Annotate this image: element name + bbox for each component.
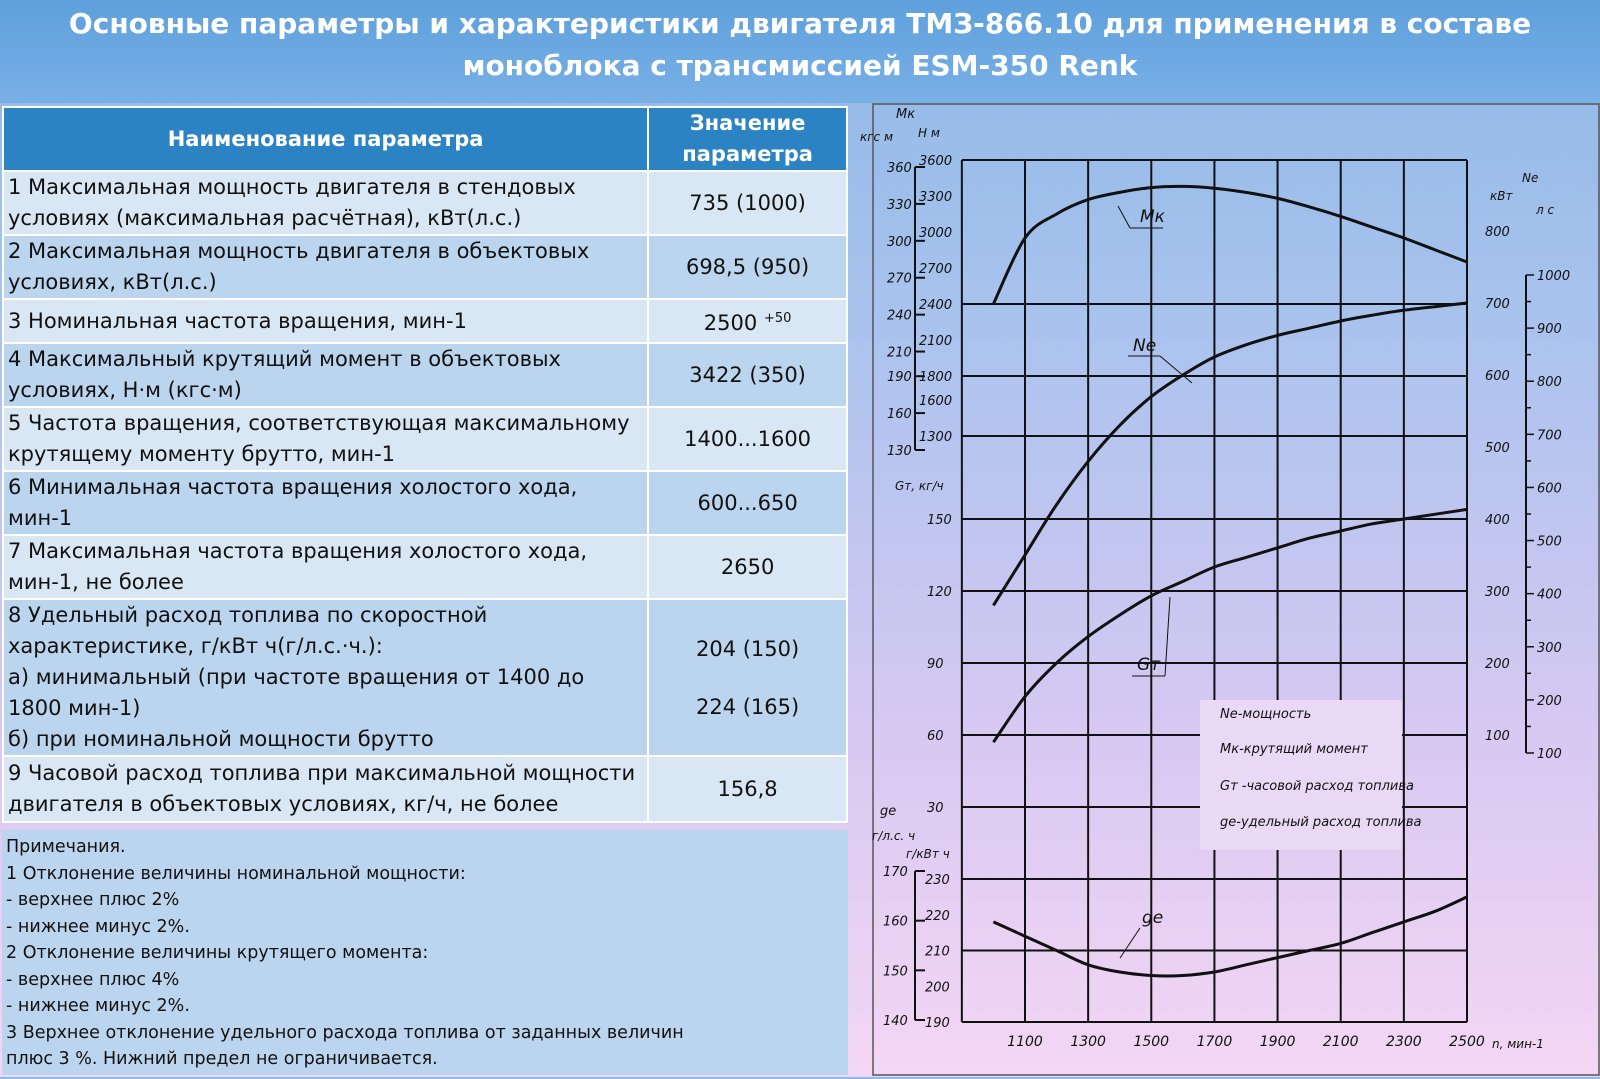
param-name-line: условиях, Н·м (кгс·м) — [8, 378, 242, 402]
param-name-line: а) минимальный (при частоте вращения от 1400 до — [8, 665, 585, 689]
param-value-cell: 600...650 — [648, 471, 847, 535]
tick-label: 230 — [925, 873, 950, 888]
tick-label: 400 — [1485, 513, 1510, 528]
tick-label: 500 — [1485, 441, 1510, 456]
param-name-cell — [3, 407, 648, 471]
tick-label: 1000 — [1537, 269, 1571, 284]
tick-label: 1800 — [919, 370, 953, 385]
param-name-cell — [3, 599, 648, 756]
x-tick-label: 2100 — [1322, 1034, 1359, 1050]
axis-title: Ne — [1522, 171, 1539, 185]
tick-label: 160 — [887, 407, 912, 423]
table-row — [3, 599, 847, 756]
param-value-main: 2500 — [703, 311, 758, 335]
param-name-line: 5 Частота вращения, соответствующая максимальному — [8, 411, 630, 435]
tick-label: 700 — [1537, 428, 1562, 444]
x-tick-label: 1300 — [1070, 1034, 1106, 1050]
table-row — [3, 171, 847, 235]
parameters-table — [2, 106, 848, 823]
tick-label: 200 — [1537, 693, 1562, 709]
tick-label: 160 — [883, 914, 908, 930]
param-name-line: 2 Максимальная мощность двигателя в объектовых — [8, 239, 590, 263]
tick-label: 800 — [1485, 225, 1510, 240]
table-row — [3, 471, 847, 535]
tick-label: 190 — [887, 370, 912, 386]
tick-label: 150 — [927, 513, 952, 528]
tick-label: 210 — [887, 345, 912, 361]
x-tick-label: 1500 — [1133, 1034, 1170, 1050]
chart-grid — [962, 160, 1467, 1022]
axis-title: Mк — [896, 107, 916, 122]
tick-label: 2700 — [919, 262, 953, 277]
tick-label: 200 — [1485, 657, 1510, 672]
x-tick-label: 1900 — [1259, 1034, 1296, 1050]
param-name-line: 1800 мин-1) — [8, 696, 141, 720]
curve-Ne — [993, 303, 1467, 605]
tick-label: 30 — [927, 801, 944, 816]
x-tick-label: 2300 — [1386, 1034, 1422, 1050]
tick-label: 130 — [887, 444, 912, 459]
param-name-line: 1 Максимальная мощность двигателя в стендовых — [8, 175, 576, 199]
note-line: 1 Отклонение величины номинальной мощности: — [6, 863, 466, 884]
axis-title: ge — [880, 804, 897, 819]
param-name-line: 9 Часовой расход топлива при максимальной мощности — [8, 761, 636, 785]
tick-label: 300 — [887, 234, 912, 250]
tick-label: 600 — [1485, 369, 1510, 384]
param-value-cell: 698,5 (950) — [648, 235, 847, 299]
axis-unit: Н м — [918, 126, 940, 140]
param-value-cell: 1400...1600 — [648, 407, 847, 471]
table-row — [3, 535, 847, 599]
tick-label: 900 — [1537, 322, 1562, 338]
param-name-cell — [3, 299, 648, 343]
curve-Mк — [993, 186, 1467, 304]
param-name-line: 3 Номинальная частота вращения, мин-1 — [8, 308, 467, 333]
tick-label: 270 — [887, 271, 912, 287]
param-name-line: характеристике, г/кВт ч(г/л.с.·ч.): — [8, 634, 383, 658]
param-name-line: б) при номинальной мощности брутто — [8, 727, 434, 751]
tick-label: 190 — [925, 1016, 950, 1031]
chart-axes — [915, 167, 1534, 1020]
tick-label: 500 — [1537, 534, 1562, 550]
param-name-line: 8 Удельный расход топлива по скоростной — [8, 603, 488, 627]
param-name-line: условиях, кВт(л.с.) — [8, 270, 217, 294]
header-value-line-2: параметра — [682, 142, 813, 166]
tick-label: 220 — [925, 908, 950, 924]
axis-unit: г/л.с. ч — [872, 829, 916, 843]
param-value-cell: 3422 (350) — [648, 343, 847, 407]
title-line-1: Основные параметры и характеристики двигателя ТМЗ-866.10 для применения в составе — [68, 7, 1532, 40]
note-line: - нижнее минус 2%. — [6, 916, 190, 937]
engine-characteristic-chart — [860, 104, 1599, 1075]
x-tick-label: 1100 — [1007, 1034, 1043, 1050]
param-name-line: условиях (максимальная расчётная), кВт(л.с.) — [8, 206, 522, 230]
tick-label: 1300 — [919, 430, 953, 445]
tick-label: 3300 — [919, 190, 953, 205]
curve-label-mk: Mк — [1140, 207, 1165, 227]
tick-label: 120 — [927, 585, 952, 600]
notes-title: Примечания. — [6, 837, 126, 857]
table-row — [3, 235, 847, 299]
x-tick-label: 1700 — [1196, 1034, 1233, 1050]
param-name-line: 6 Минимальная частота вращения холостого хода, — [8, 475, 578, 499]
tick-label: 1600 — [919, 394, 953, 409]
leader-line — [1120, 928, 1140, 958]
param-name-line: мин-1 — [8, 506, 73, 530]
legend-entry: Ne-мощность — [1220, 707, 1312, 722]
param-name-cell — [3, 235, 648, 299]
tick-label: 200 — [925, 980, 950, 996]
tick-label: 150 — [883, 964, 908, 980]
chart-svg — [860, 104, 1599, 1075]
note-line: - верхнее плюс 2% — [6, 890, 180, 910]
axis-unit: кгс м — [860, 130, 894, 144]
axis-unit: г/кВт ч — [906, 847, 950, 861]
curve-label-ne: Ne — [1133, 336, 1157, 356]
tick-label: 600 — [1537, 481, 1562, 497]
curve-label-gt: Gт — [1137, 655, 1161, 675]
param-value-superscript: +50 — [763, 311, 792, 326]
tick-label: 3600 — [919, 154, 953, 169]
tick-label: 170 — [883, 865, 908, 880]
note-line: - нижнее минус 2%. — [6, 996, 190, 1016]
legend-entry: ge-удельный расход топлива — [1220, 815, 1422, 830]
tick-label: 210 — [925, 944, 950, 960]
param-value-cell — [648, 599, 847, 756]
table-header-row — [3, 107, 847, 171]
title-line-2: моноблока с трансмиссией ESM-350 Renk — [462, 49, 1138, 82]
param-value-b: 224 (165) — [695, 694, 800, 719]
header-value-line-1: Значение — [689, 111, 806, 135]
param-value-cell: 2650 — [648, 535, 847, 599]
param-name-line: 7 Максимальная частота вращения холостого хода, — [8, 539, 588, 563]
curve-ge — [993, 897, 1467, 976]
param-name-cell — [3, 343, 648, 407]
param-value-a: 204 (150) — [695, 636, 800, 661]
tick-label: 800 — [1537, 375, 1562, 391]
leader-line — [1165, 597, 1170, 676]
param-value-cell: 156,8 — [648, 756, 847, 822]
legend-entry: Gт -часовой расход топлива — [1220, 779, 1414, 794]
tick-label: 60 — [927, 729, 944, 744]
tick-label: 140 — [883, 1014, 908, 1029]
page-title — [0, 0, 1600, 103]
tick-label: 90 — [927, 657, 944, 672]
param-name-cell — [3, 535, 648, 599]
table-row — [3, 756, 847, 822]
note-line: плюс 3 %. Нижний предел не ограничивается. — [6, 1049, 438, 1069]
tick-label: 330 — [887, 197, 912, 213]
param-value-cell — [648, 299, 847, 343]
tick-label: 2100 — [919, 334, 953, 349]
param-name-line: 4 Максимальный крутящий момент в объектовых — [8, 347, 561, 371]
param-name-line: двигателя в объектовых условиях, кг/ч, не более — [8, 792, 559, 816]
tick-label: 240 — [887, 308, 912, 324]
param-value-cell: 735 (1000) — [648, 171, 847, 235]
table-row — [3, 343, 847, 407]
header-parameter-name: Наименование параметра — [3, 107, 648, 171]
note-line: - верхнее плюс 4% — [6, 969, 180, 990]
param-name-line: крутящему моменту брутто, мин-1 — [8, 442, 396, 466]
tick-label: 3000 — [919, 226, 953, 241]
table-row — [3, 299, 847, 343]
tick-label: 2400 — [919, 298, 953, 313]
tick-label: 100 — [1537, 747, 1562, 762]
tick-label: 100 — [1485, 729, 1510, 744]
axis-unit: л с — [1536, 203, 1555, 217]
header-parameter-value — [648, 107, 847, 171]
curve-label-ge: ge — [1142, 908, 1164, 928]
tick-label: 700 — [1485, 297, 1510, 312]
x-tick-label: 2500 — [1449, 1034, 1485, 1050]
axis-unit: кВт — [1490, 189, 1513, 203]
leader-line — [1118, 206, 1130, 228]
table-row — [3, 407, 847, 471]
tick-label: 300 — [1537, 640, 1562, 656]
tick-label: 360 — [887, 161, 912, 176]
notes-block — [2, 830, 848, 1075]
param-name-line: мин-1, не более — [8, 570, 184, 594]
param-name-cell — [3, 756, 648, 822]
note-line: 3 Верхнее отклонение удельного расхода топлива от заданных величин — [6, 1022, 684, 1043]
legend-entry: Mк-крутящий момент — [1220, 742, 1368, 757]
x-axis-label: n, мин-1 — [1492, 1037, 1544, 1051]
tick-label: 300 — [1485, 585, 1510, 600]
param-name-cell — [3, 471, 648, 535]
note-line: 2 Отклонение величины крутящего момента: — [6, 943, 429, 963]
param-name-cell — [3, 171, 648, 235]
axis-unit: Gт, кг/ч — [895, 479, 944, 493]
tick-label: 400 — [1537, 587, 1562, 603]
